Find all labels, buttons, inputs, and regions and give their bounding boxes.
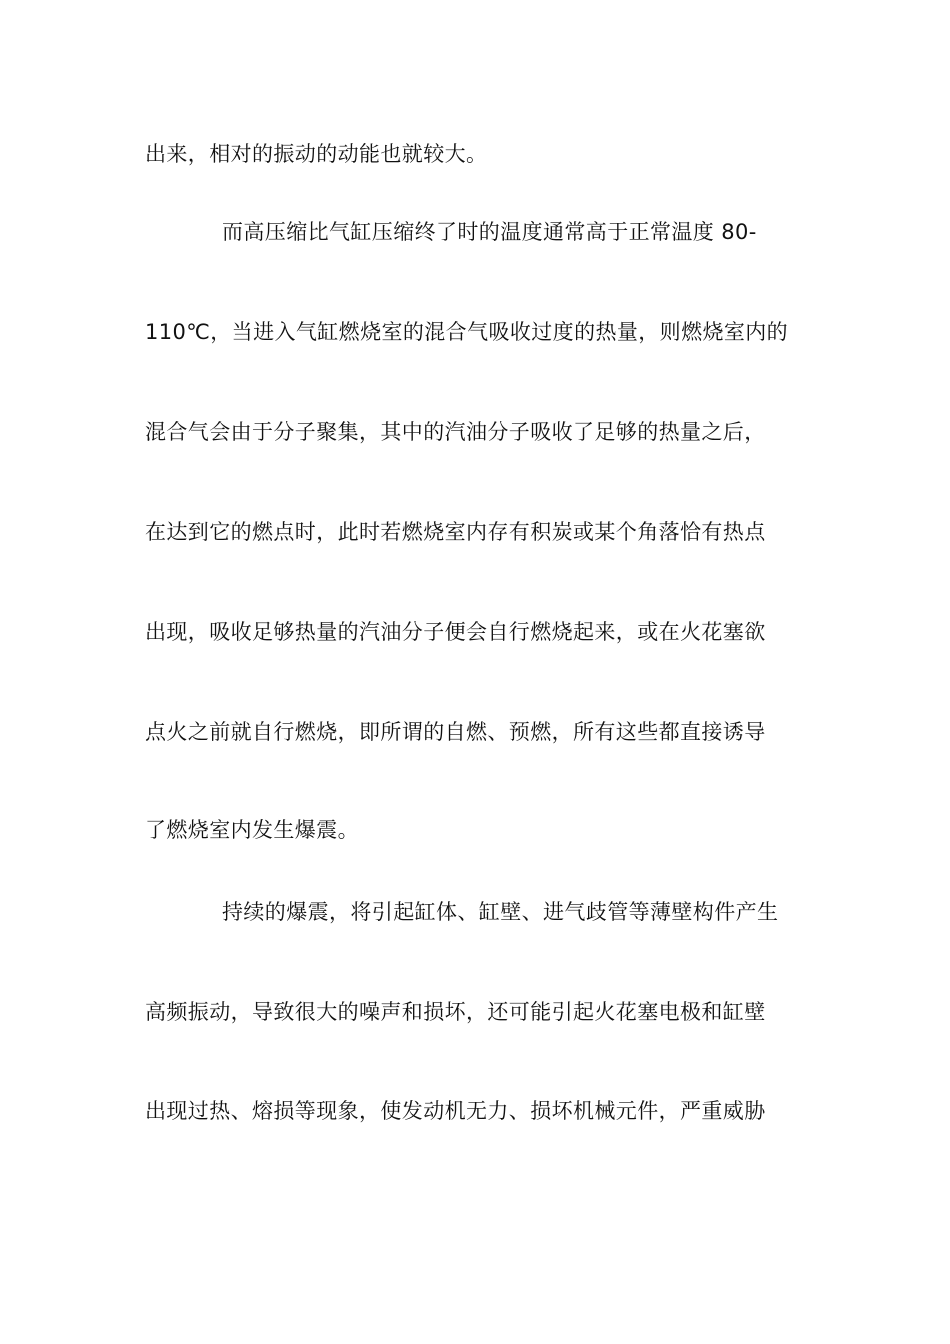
text-line: 出现过热、熔损等现象，使发动机无力、损坏机械元件，严重威胁	[145, 1099, 766, 1123]
paragraph-start-line: 而高压缩比气缸压缩终了时的温度通常高于正常温度 80-	[222, 220, 757, 244]
text-line: 110℃，当进入气缸燃烧室的混合气吸收过度的热量，则燃烧室内的	[145, 320, 789, 344]
text-line: 高频振动，导致很大的噪声和损坏，还可能引起火花塞电极和缸壁	[145, 1000, 766, 1024]
text-line: 在达到它的燃点时，此时若燃烧室内存有积炭或某个角落恰有热点	[145, 520, 766, 544]
text-line: 点火之前就自行燃烧，即所谓的自燃、预燃，所有这些都直接诱导	[145, 720, 766, 744]
text-line: 出现，吸收足够热量的汽油分子便会自行燃烧起来，或在火花塞欲	[145, 620, 766, 644]
paragraph-start-line: 持续的爆震，将引起缸体、缸壁、进气歧管等薄壁构件产生	[222, 900, 779, 924]
text-line: 了燃烧室内发生爆震。	[145, 818, 359, 842]
text-line: 出来，相对的振动的动能也就较大。	[145, 142, 488, 166]
text-line: 混合气会由于分子聚集，其中的汽油分子吸收了足够的热量之后，	[145, 420, 766, 444]
